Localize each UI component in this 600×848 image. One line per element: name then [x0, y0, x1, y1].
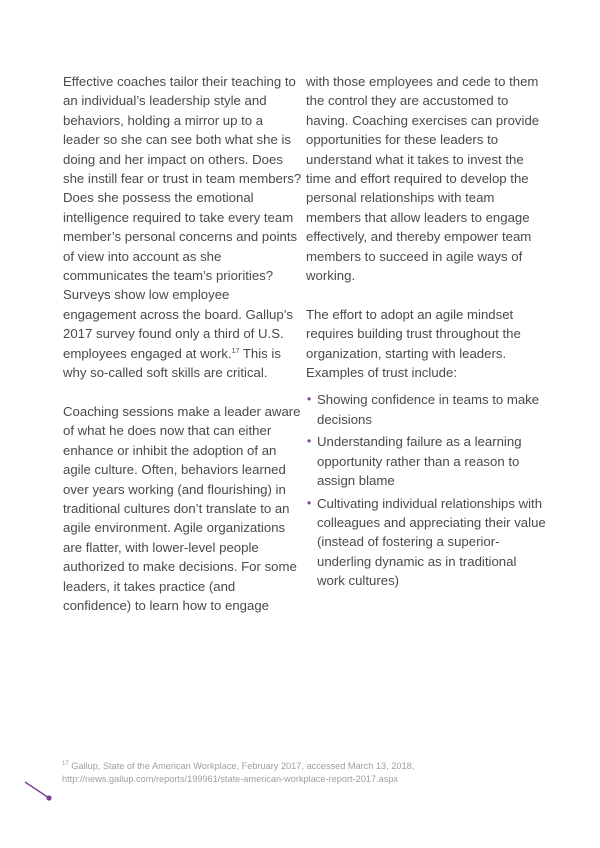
body-paragraph: with those employees and cede to them the control they are accustomed to having. Coaching exercises can provide opportunities for these leaders to understand what it takes to invest the time and effort required to develop the personal relationships with team members that allow leaders to engage effectively, and thereby empower team members to succeed in agile ways of working.	[306, 74, 540, 284]
footnote	[62, 760, 512, 786]
footnote-reference[interactable]: 17	[231, 347, 240, 355]
paragraph-text: This is why so-called soft skills are critical.	[63, 345, 281, 381]
body-paragraph: Coaching sessions make a leader aware of what he does now that can either enhance or inhibit the adoption of an agile culture. Often, behaviors learned over years working (and flourishing) in traditional cultures don’t translate to an agile environment. Agile organizations are flatter, with lower-level people authorized to make decisions. For some leaders, it takes practice (and confidence) to learn how to engage	[63, 403, 301, 613]
bullet-icon: •	[307, 495, 312, 510]
left-column	[63, 72, 303, 635]
body-paragraph	[63, 72, 303, 383]
footnote-number: 17	[62, 761, 69, 767]
list-item-text: Showing confidence in teams to make decisions	[317, 392, 540, 427]
bullet-icon: •	[307, 434, 312, 449]
decorative-line-icon	[24, 780, 56, 804]
list-item	[306, 390, 546, 429]
trust-examples-list	[306, 390, 546, 590]
list-item	[306, 494, 546, 591]
right-column	[306, 72, 546, 594]
bullet-icon: •	[307, 392, 312, 407]
list-item-text: Cultivating individual relationships with colleagues and appreciating their value (instead of fostering a superior-underling dynamic as in traditional work cultures)	[317, 495, 546, 589]
body-paragraph: The effort to adopt an agile mindset requires building trust throughout the organization, starting with leaders. Examples of trust include:	[306, 306, 521, 381]
paragraph-text: Effective coaches tailor their teaching to an individual’s leadership style and behaviors, holding a mirror up to a leader so she can see both what she is doing and her impact on others. Does she instill fear or trust in team members? Does she possess the emotional intelligence required to take every team member’s personal concerns and points of view into account as she communicates the team’s priorities? Surveys show low employee engagement across the board. Gallup’s 2017 survey found only a third of U.S. employees engaged at work.	[63, 74, 302, 361]
list-item-text: Understanding failure as a learning opportunity rather than a reason to assign blame	[317, 434, 522, 489]
footnote-text: Gallup, State of the American Workplace, February 2017, accessed March 13, 2018, http://news.gallup.com/reports/199961/state-american-workplace-report-2017.aspx	[62, 761, 415, 784]
list-item	[306, 432, 546, 490]
